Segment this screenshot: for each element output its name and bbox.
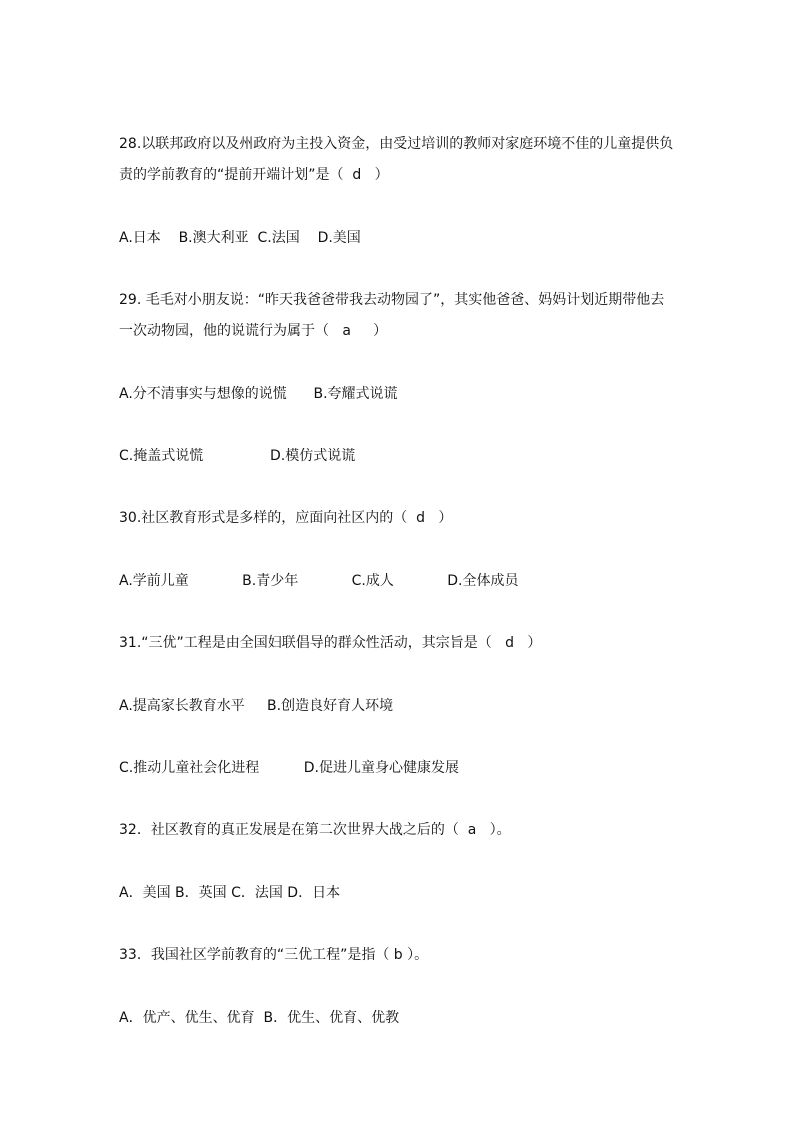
q31-options-line-2: C.推动儿童社会化进程 D.促进儿童身心健康发展 [119, 760, 459, 776]
q28-options: A.日本 B.澳大利亚 C.法国 D.美国 [119, 230, 361, 246]
q30-stem: 30.社区教育形式是多样的，应面向社区内的（ d ） [119, 510, 453, 526]
q33-stem: 33．我国社区学前教育的“三优工程”是指（ b ）。 [119, 947, 429, 963]
q29-stem-line-2: 一次动物园，他的说谎行为属于（ a ） [119, 323, 388, 339]
q29-options-line-1: A.分不清事实与想像的说慌 B.夸耀式说谎 [119, 386, 398, 402]
q33-options: A．优产、优生、优育 B．优生、优育、优教 [119, 1010, 400, 1026]
q28-stem-line-1: 28.以联邦政府以及州政府为主投入资金，由受过培训的教师对家庭环境不佳的儿童提供负 [119, 136, 674, 152]
q28-stem-line-2: 责的学前教育的“提前开端计划”是（ d ） [119, 167, 389, 183]
q31-stem: 31.“三优”工程是由全国妇联倡导的群众性活动，其宗旨是（ d ） [119, 635, 542, 651]
q29-stem-line-1: 29. 毛毛对小朋友说：“昨天我爸爸带我去动物园了”，其实他爸爸、妈妈计划近期带他去 [119, 292, 665, 308]
q32-stem: 32．社区教育的真正发展是在第二次世界大战之后的（ a ）。 [119, 822, 511, 838]
q29-options-line-2: C.掩盖式说慌 D.模仿式说谎 [119, 448, 356, 464]
q32-options: A．美国 B．英国 C．法国 D．日本 [119, 885, 341, 901]
q30-options: A.学前儿童 B.青少年 C.成人 D.全体成员 [119, 573, 519, 589]
q31-options-line-1: A.提高家长教育水平 B.创造良好育人环境 [119, 698, 394, 714]
